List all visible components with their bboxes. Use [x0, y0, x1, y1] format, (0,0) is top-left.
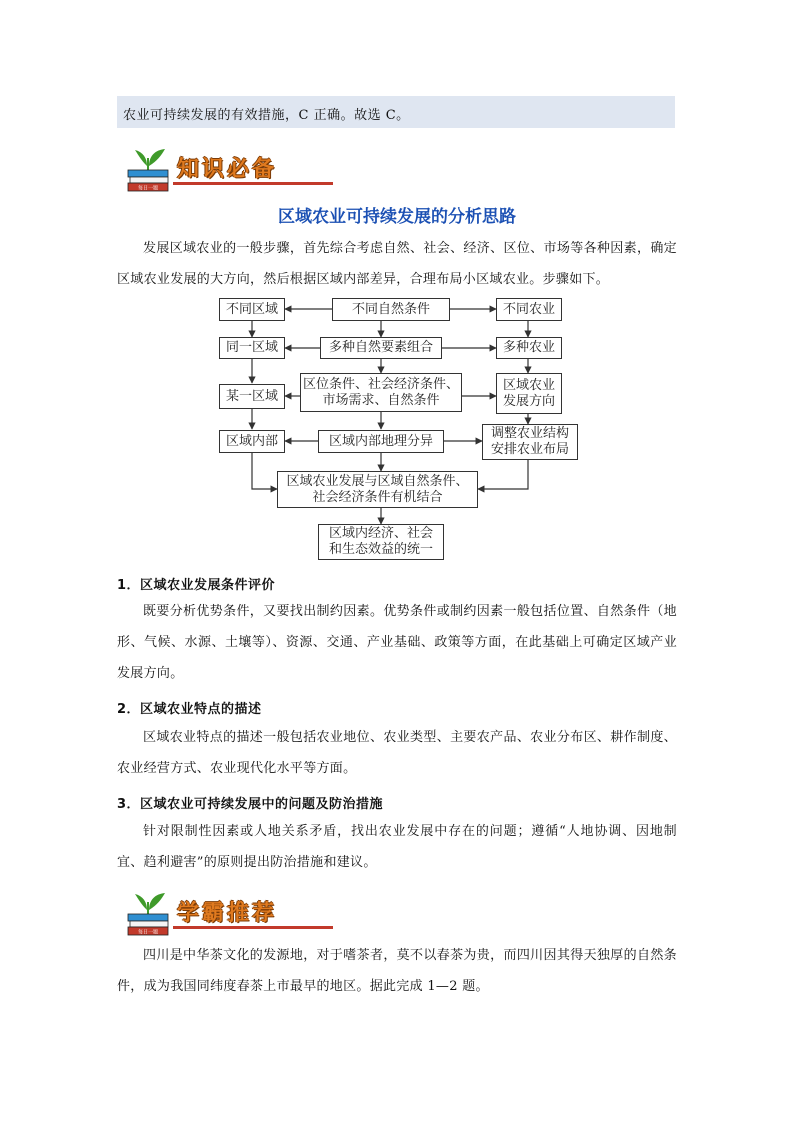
banner-underline: [173, 182, 333, 185]
flow-box-different-natural-conditions: 不同自然条件: [332, 298, 450, 321]
book-sprout-icon: [125, 144, 171, 192]
banner-underline: [173, 926, 333, 929]
flow-box-development-direction: 区域农业 发展方向: [496, 373, 562, 414]
flow-box-geographic-differentiation: 区域内部地理分异: [318, 430, 444, 453]
flow-box-natural-elements: 多种自然要素组合: [320, 337, 442, 359]
point-2-title: 2．区域农业特点的描述: [117, 702, 262, 717]
section-banner-knowledge: [125, 144, 335, 192]
answer-text: 农业可持续发展的有效措施，C 正确。故选 C。: [123, 108, 410, 123]
flow-box-region-interior: 区域内部: [219, 430, 285, 453]
banner-title: 知识必备: [177, 157, 278, 182]
flow-box-certain-region: 某一区域: [219, 384, 285, 409]
banner-label: 每日一题: [137, 185, 159, 192]
point-1-text: 既要分析优势条件，又要找出制约因素。优势条件或制约因素一般包括位置、自然条件（地形、气候、水源、土壤等）、资源、交通、产业基础、政策等方面，在此基础上可确定区域产业发展方向。: [117, 604, 677, 681]
final-paragraph: 四川是中华茶文化的发源地，对于嗜茶者，莫不以春茶为贵，而四川因其得天独厚的自然条件，成为我国同纬度春茶上市最早的地区。据此完成 1—2 题。: [117, 948, 677, 994]
flow-box-different-regions: 不同区域: [219, 298, 285, 321]
book-sprout-icon: [125, 888, 171, 936]
point-3-title: 3．区域农业可持续发展中的问题及防治措施: [117, 797, 384, 812]
flow-box-different-agriculture: 不同农业: [496, 298, 562, 321]
point-1-title: 1．区域农业发展条件评价: [117, 578, 276, 593]
point-2-text: 区域农业特点的描述一般包括农业地位、农业类型、主要农产品、农业分布区、耕作制度、农业经营方式、农业现代化水平等方面。: [117, 730, 677, 776]
flow-box-combination: 区域农业发展与区域自然条件、 社会经济条件有机结合: [277, 471, 478, 508]
intro-paragraph: 发展区域农业的一般步骤，首先综合考虑自然、社会、经济、区位、市场等各种因素，确定区域农业发展的大方向，然后根据区域内部差异，合理布局小区域农业。步骤如下。: [117, 241, 677, 287]
banner-title: 学霸推荐: [177, 901, 278, 926]
flow-box-location-conditions: 区位条件、社会经济条件、 市场需求、自然条件: [300, 373, 462, 412]
flow-box-multiple-agriculture: 多种农业: [496, 337, 562, 359]
point-3-text: 针对限制性因素或人地关系矛盾，找出农业发展中存在的问题；遵循“人地协调、因地制宜、趋利避害”的原则提出防治措施和建议。: [117, 824, 677, 870]
flow-box-adjust-structure: 调整农业结构 安排农业布局: [482, 424, 578, 460]
section-banner-recommend: [125, 888, 335, 936]
page-title: 区域农业可持续发展的分析思路: [278, 207, 516, 227]
banner-label: 每日一题: [137, 929, 159, 936]
flow-box-unified-benefits: 区域内经济、社会 和生态效益的统一: [318, 524, 444, 560]
answer-highlight-box: [117, 96, 675, 128]
flow-box-same-region: 同一区域: [219, 337, 285, 359]
